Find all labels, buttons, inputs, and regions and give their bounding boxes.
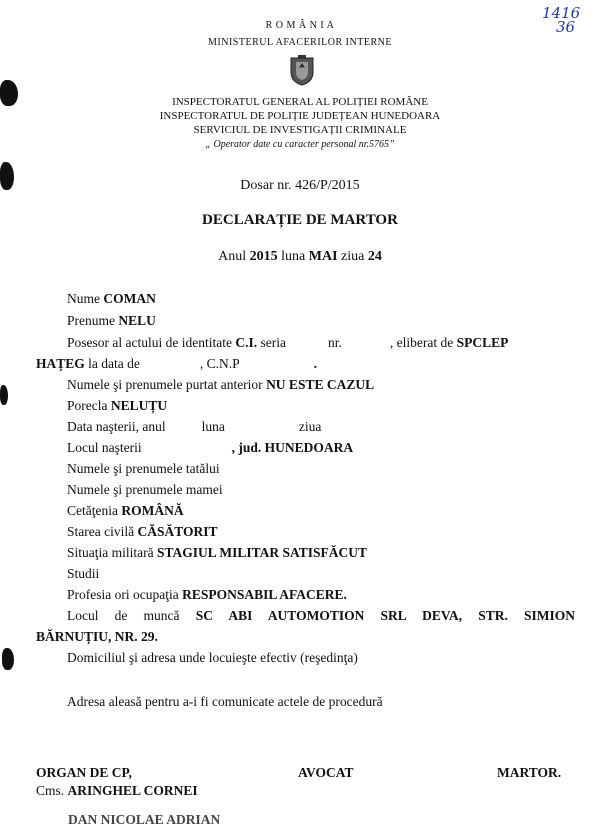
country-name: R O M Â N I A bbox=[265, 20, 335, 31]
operator-note: „ Operator date cu caracter personal nr.5765” bbox=[205, 139, 395, 150]
field-tatal: Numele şi prenumele tatălui bbox=[67, 461, 220, 476]
field-cetatenia: Cetăţenia ROMÂNĂ bbox=[67, 503, 184, 518]
field-nume-anterior: Numele şi prenumele purtat anterior NU ESTE CAZUL bbox=[67, 377, 375, 392]
signature-avocat: AVOCAT bbox=[298, 765, 354, 780]
field-domiciliu: Domiciliul şi adresa unde locuieşte efectiv (reşedinţa) bbox=[67, 650, 358, 665]
scan-smudge bbox=[2, 648, 14, 670]
field-data-nasterii: Data naşterii, anul luna ziua bbox=[67, 419, 322, 434]
signature-organ-cp: ORGAN DE CP, bbox=[36, 765, 132, 780]
field-mama: Numele şi prenumele mamei bbox=[67, 482, 223, 497]
inspectorate-county: INSPECTORATUL DE POLIȚIE JUDEȚEAN HUNEDOARA bbox=[159, 110, 441, 122]
service-name: SERVICIUL DE INVESTIGAȚII CRIMINALE bbox=[193, 124, 407, 136]
handwritten-line-1: 1416 bbox=[542, 4, 581, 22]
field-adresa-aleasa: Adresa aleasă pentru a-i fi comunicate actele de procedură bbox=[67, 694, 383, 709]
coat-of-arms-icon bbox=[289, 54, 315, 86]
document-title: DECLARAȚIE DE MARTOR bbox=[202, 212, 398, 228]
field-posesor-cont: HAȚEG la data de , C.N.P . bbox=[36, 356, 318, 371]
field-studii: Studii bbox=[67, 566, 100, 581]
ministry-name: MINISTERUL AFACERILOR INTERNE bbox=[208, 37, 392, 48]
field-porecla: Porecla NELUȚU bbox=[67, 398, 168, 413]
handwritten-line-2: 36 bbox=[556, 18, 576, 36]
field-loc-munca-cont: BĂRNUȚIU, NR. 29. bbox=[36, 629, 158, 644]
field-situatie-militara: Situaţia militară STAGIUL MILITAR SATISFĂCUT bbox=[67, 545, 368, 560]
signature-cms: Cms. ARINGHEL CORNEI bbox=[36, 783, 198, 798]
signature-martor: MARTOR. bbox=[497, 765, 562, 780]
cut-off-name: DAN NICOLAE ADRIAN bbox=[68, 812, 221, 827]
field-profesia: Profesia ori ocupaţia RESPONSABIL AFACERE. bbox=[67, 587, 347, 602]
field-stare-civila: Starea civilă CĂSĂTORIT bbox=[67, 524, 218, 539]
field-locul-nasterii: Locul naşterii , jud. HUNEDOARA bbox=[67, 440, 354, 455]
field-loc-munca: Locul de muncă SC ABI AUTOMOTION SRL DEVA, STR. SIMION bbox=[67, 608, 576, 623]
field-posesor: Posesor al actului de identitate C.I. seria nr. , eliberat de SPCLEP bbox=[67, 335, 509, 350]
declaration-date: Anul 2015 luna MAI ziua 24 bbox=[218, 249, 382, 264]
inspectorate-general: INSPECTORATUL GENERAL AL POLIȚIEI ROMÂNE bbox=[172, 96, 428, 108]
scan-smudge bbox=[0, 385, 8, 405]
field-prenume: Prenume NELU bbox=[67, 313, 156, 328]
dosar-number: Dosar nr. 426/P/2015 bbox=[240, 178, 360, 193]
field-nume: Nume COMAN bbox=[67, 291, 156, 306]
